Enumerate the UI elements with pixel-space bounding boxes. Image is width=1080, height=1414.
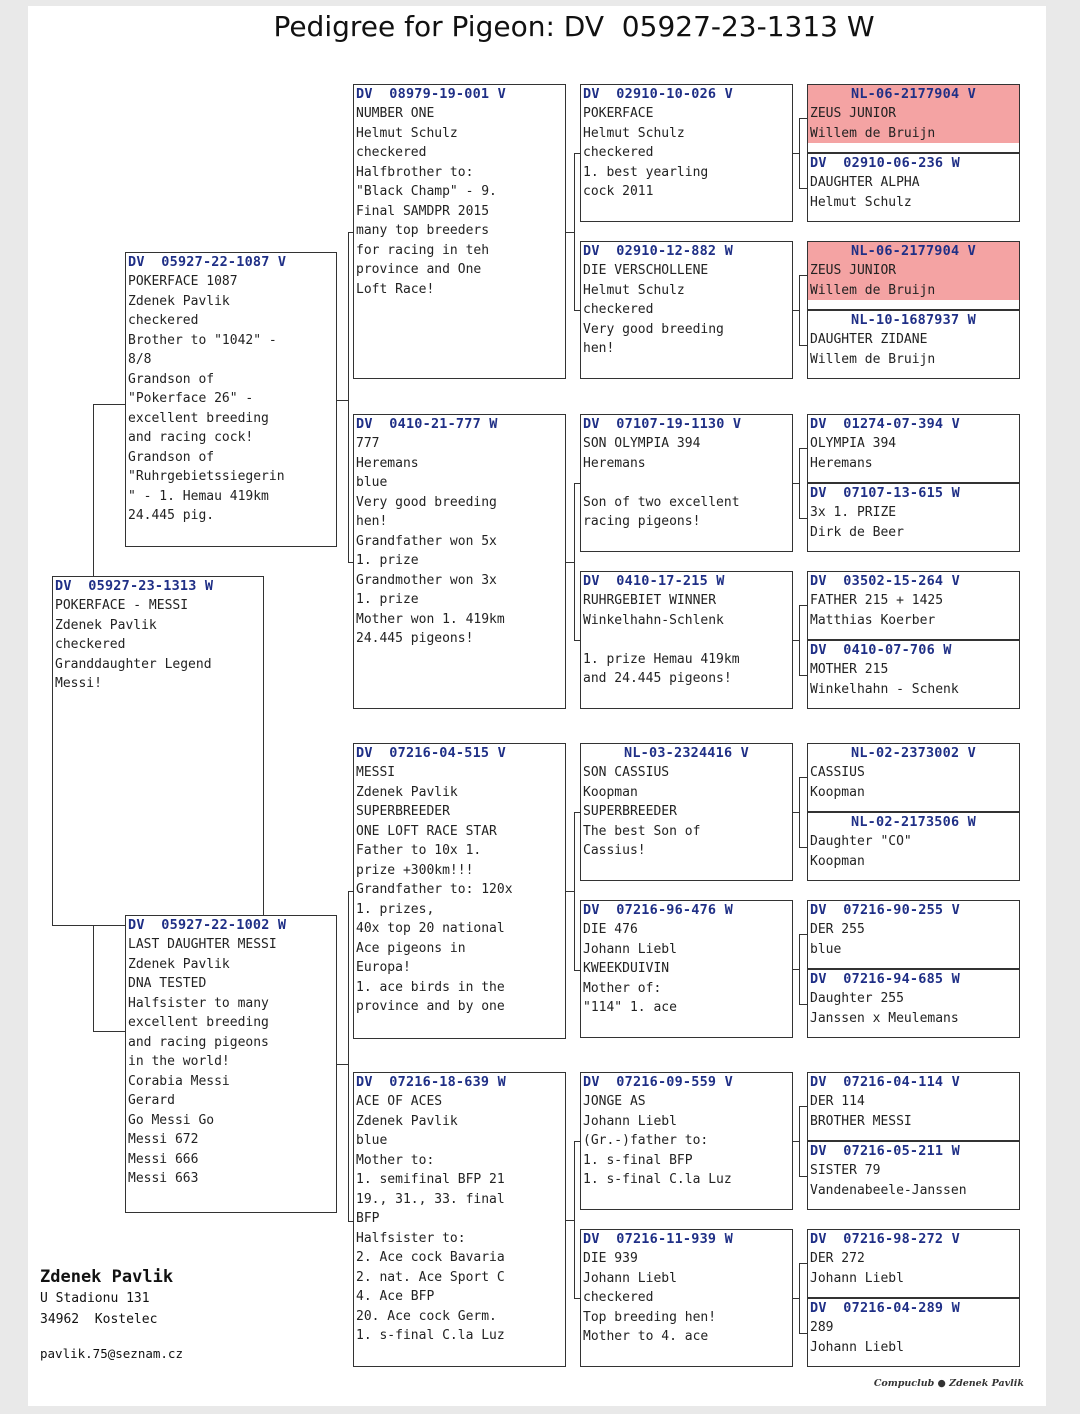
- connector-line: [348, 1221, 353, 1222]
- pigeon-note: 1. prize Hemau 419km: [583, 651, 740, 667]
- page-title: Pedigree for Pigeon: DV 05927-23-1313 W: [273, 10, 875, 43]
- pigeon-note: Messi 663: [128, 1171, 199, 1186]
- connector-line: [574, 310, 580, 311]
- pigeon-note: 40x top 20 national: [356, 921, 505, 936]
- pigeon-name: SON OLYMPIA 394: [583, 436, 701, 451]
- connector-line: [799, 1106, 800, 1176]
- pigeon-note: The best Son of: [583, 823, 701, 839]
- pigeon-note: 24.445 pigeons!: [356, 631, 474, 646]
- pigeon-card-p28: [807, 1141, 1020, 1210]
- pigeon-note: "Black Champ" - 9.: [356, 184, 497, 199]
- pigeon-note: Janssen x Meulemans: [810, 1010, 959, 1026]
- connector-line: [348, 562, 353, 563]
- pigeon-note: Cassius!: [583, 843, 646, 858]
- connector-line: [566, 232, 574, 233]
- pigeon-note: Final SAMDPR 2015: [356, 203, 490, 219]
- pigeon-name: RUHRGEBIET WINNER: [583, 593, 717, 608]
- connector-line: [799, 1263, 800, 1333]
- pigeon-name: DIE VERSCHOLLENE: [583, 263, 709, 278]
- pigeon-note: racing pigeons!: [583, 514, 701, 529]
- pigeon-note: blue: [356, 475, 388, 490]
- pigeon-note: Johann Liebl: [583, 1270, 677, 1286]
- pigeon-note: Johann Liebl: [583, 1113, 677, 1129]
- pigeon-card-p1: [125, 252, 337, 547]
- pigeon-card-p3: [353, 84, 566, 379]
- pigeon-note: 24.445 pig.: [128, 508, 215, 523]
- pigeon-note: blue: [810, 941, 842, 957]
- pigeon-note: hen!: [356, 514, 388, 529]
- pigeon-name: POKERFACE: [583, 106, 654, 121]
- pigeon-name: POKERFACE 1087: [128, 274, 238, 289]
- ring-number: DV 07216-04-289 W: [810, 1300, 960, 1316]
- connector-line: [799, 1106, 807, 1107]
- connector-line: [93, 926, 94, 1031]
- pigeon-note: checkered: [128, 313, 199, 328]
- ring-number: DV 07216-90-255 V: [810, 902, 960, 918]
- pigeon-note: blue: [356, 1133, 388, 1148]
- pigeon-card-p18: [807, 310, 1020, 379]
- pigeon-note: checkered: [583, 1290, 654, 1305]
- pigeon-note: 1. semifinal BFP 21: [356, 1172, 505, 1187]
- pigeon-note: Winkelhahn-Schlenk: [583, 612, 724, 628]
- pigeon-note: SUPERBREEDER: [356, 804, 450, 819]
- pigeon-note: Grandfather to: 120x: [356, 882, 513, 897]
- pigeon-note: for racing in teh: [356, 242, 490, 258]
- pigeon-card-p14: [580, 1229, 793, 1367]
- connector-line: [799, 605, 800, 675]
- pigeon-note: Heremans: [810, 455, 873, 471]
- connector-line: [348, 232, 353, 233]
- pigeon-note: Grandson of: [128, 371, 215, 387]
- ring-number: DV 0410-07-706 W: [810, 642, 952, 658]
- pigeon-note: excellent breeding: [128, 410, 269, 426]
- pigeon-name: DIE 476: [583, 922, 638, 937]
- pigeon-note: Messi 672: [128, 1132, 199, 1147]
- connector-line: [93, 1031, 125, 1032]
- ring-number: DV 07216-98-272 V: [810, 1231, 960, 1247]
- pigeon-note: checkered: [583, 302, 654, 317]
- pigeon-note: Willem de Bruijn: [808, 281, 1019, 301]
- pigeon-note: Zdenek Pavlik: [55, 617, 157, 633]
- connector-line: [799, 448, 807, 449]
- pigeon-note: Johann Liebl: [810, 1339, 904, 1355]
- pigeon-note: 19., 31., 33. final: [356, 1191, 505, 1207]
- pigeon-card-p4: [353, 414, 566, 709]
- connector-line: [799, 675, 807, 676]
- pigeon-note: Mother won 1. 419km: [356, 611, 505, 627]
- pigeon-card-p15: [807, 84, 1020, 153]
- ring-number: NL-06-2177904 V: [808, 85, 1019, 104]
- pigeon-card-p8: [580, 241, 793, 379]
- pigeon-note: ONE LOFT RACE STAR: [356, 823, 497, 839]
- pigeon-card-p7: [580, 84, 793, 222]
- pigeon-name: OLYMPIA 394: [810, 436, 897, 451]
- pigeon-note: Helmut Schulz: [583, 282, 685, 298]
- ring-number: DV 02910-06-236 W: [810, 155, 960, 171]
- pigeon-note: " - 1. Hemau 419km: [128, 488, 269, 504]
- connector-line: [566, 1220, 574, 1221]
- pigeon-name: LAST DAUGHTER MESSI: [128, 937, 277, 952]
- pigeon-note: Dirk de Beer: [810, 524, 904, 540]
- pigeon-note: province and One: [356, 262, 482, 277]
- pigeon-note: Matthias Koerber: [810, 612, 936, 628]
- pigeon-note: Zdenek Pavlik: [128, 293, 230, 309]
- pigeon-name: NUMBER ONE: [356, 106, 435, 121]
- ring-number: DV 0410-21-777 W: [356, 416, 498, 432]
- pigeon-note: 20. Ace cock Germ.: [356, 1308, 497, 1324]
- connector-line: [348, 891, 353, 892]
- ring-number: DV 07216-05-211 W: [810, 1143, 960, 1159]
- pigeon-note: Willem de Bruijn: [808, 124, 1019, 144]
- pigeon-note: "Ruhrgebietssiegerin: [128, 469, 285, 484]
- pigeon-card-p9: [580, 414, 793, 552]
- ring-number: DV 07107-13-615 W: [810, 485, 960, 501]
- pigeon-note: province and by one: [356, 999, 505, 1014]
- pigeon-note: Son of two excellent: [583, 494, 740, 510]
- ring-number: DV 07216-11-939 W: [583, 1231, 733, 1247]
- pigeon-name: ZEUS JUNIOR: [808, 104, 1019, 124]
- pigeon-note: Go Messi Go: [128, 1112, 215, 1128]
- pigeon-name: DIE 939: [583, 1251, 638, 1266]
- breeder-email[interactable]: pavlik.75@seznam.cz: [40, 1346, 183, 1361]
- pigeon-name: DAUGHTER ZIDANE: [810, 332, 928, 347]
- connector-line: [799, 1176, 807, 1177]
- connector-line: [93, 404, 125, 405]
- pigeon-note: Zdenek Pavlik: [356, 1113, 458, 1129]
- connector-line: [799, 1333, 807, 1334]
- pigeon-note: Helmut Schulz: [583, 125, 685, 141]
- pigeon-card-p10: [580, 571, 793, 709]
- pigeon-note: BROTHER MESSI: [810, 1113, 912, 1129]
- pigeon-note: "Pokerface 26" -: [128, 391, 254, 406]
- pigeon-card-p17: [807, 241, 1020, 310]
- pigeon-name: Daughter 255: [810, 991, 904, 1006]
- pigeon-note: 1. s-final C.la Luz: [356, 1328, 505, 1343]
- pigeon-card-p25: [807, 900, 1020, 969]
- connector-line: [574, 483, 580, 484]
- pigeon-note: Vandenabeele-Janssen: [810, 1182, 967, 1198]
- pigeon-note: Koopman: [810, 853, 865, 869]
- pigeon-name: DER 255: [810, 922, 865, 937]
- pigeon-note: prize +300km!!!: [356, 862, 474, 878]
- pigeon-note: Corabia Messi: [128, 1073, 230, 1089]
- pigeon-note: 2. nat. Ace Sport C: [356, 1269, 505, 1285]
- ring-number: NL-03-2324416 V: [624, 745, 749, 761]
- pigeon-note: 2. Ace cock Bavaria: [356, 1250, 505, 1265]
- pigeon-note: 1. prize: [356, 592, 419, 607]
- connector-line: [799, 605, 807, 606]
- pigeon-note: Top breeding hen!: [583, 1309, 717, 1325]
- connector-line: [799, 188, 807, 189]
- pigeon-note: [581, 630, 792, 650]
- connector-line: [799, 777, 807, 778]
- pigeon-note: Koopman: [810, 784, 865, 800]
- connector-line: [574, 483, 575, 640]
- ring-number: DV 07216-09-559 V: [583, 1074, 733, 1090]
- pigeon-note: Halfbrother to:: [356, 164, 474, 180]
- pigeon-name: SON CASSIUS: [583, 765, 670, 780]
- ring-number: DV 0410-17-215 W: [583, 573, 725, 589]
- pigeon-note: many top breeders: [356, 223, 490, 238]
- connector-line: [566, 562, 574, 563]
- pigeon-card-p20: [807, 483, 1020, 552]
- pigeon-note: Messi!: [55, 676, 102, 691]
- pigeon-note: Loft Race!: [356, 281, 435, 297]
- connector-line: [799, 934, 800, 1004]
- pigeon-note: Helmut Schulz: [356, 125, 458, 141]
- ring-number: DV 07216-94-685 W: [810, 971, 960, 987]
- pigeon-note: and racing pigeons: [128, 1034, 269, 1050]
- ring-number: DV 02910-12-882 W: [583, 243, 733, 259]
- pigeon-card-p27: [807, 1072, 1020, 1141]
- ring-number: DV 07216-18-639 W: [356, 1074, 506, 1090]
- pigeon-card-p12: [580, 900, 793, 1038]
- pigeon-card-p19: [807, 414, 1020, 483]
- connector-line: [574, 970, 580, 971]
- pigeon-card-p0: [52, 576, 264, 926]
- ring-number: DV 08979-19-001 V: [356, 86, 506, 102]
- pigeon-name: SISTER 79: [810, 1163, 881, 1178]
- ring-number: DV 05927-22-1002 W: [128, 917, 287, 933]
- connector-line: [574, 153, 575, 310]
- pigeon-note: Very good breeding: [356, 494, 497, 510]
- pigeon-name: 777: [356, 436, 380, 451]
- pigeon-note: Mother to 4. ace: [583, 1329, 709, 1344]
- connector-line: [799, 777, 800, 847]
- pigeon-note: Zdenek Pavlik: [356, 784, 458, 800]
- ring-number: NL-10-1687937 W: [851, 312, 976, 328]
- connector-line: [799, 275, 807, 276]
- pigeon-note: 1. best yearling: [583, 164, 709, 180]
- pigeon-name: CASSIUS: [810, 765, 865, 780]
- pigeon-note: Heremans: [356, 455, 419, 471]
- connector-line: [574, 1141, 580, 1142]
- connector-line: [799, 345, 807, 346]
- pigeon-name: POKERFACE - MESSI: [55, 598, 189, 613]
- connector-line: [799, 518, 807, 519]
- connector-line: [799, 934, 807, 935]
- connector-line: [566, 891, 574, 892]
- pigeon-name: ZEUS JUNIOR: [808, 261, 1019, 281]
- pigeon-note: KWEEKDUIVIN: [583, 961, 670, 976]
- pigeon-card-p26: [807, 969, 1020, 1038]
- pigeon-note: 1. s-final C.la Luz: [583, 1172, 732, 1187]
- pigeon-note: Granddaughter Legend: [55, 656, 212, 672]
- pigeon-name: JONGE AS: [583, 1094, 646, 1109]
- pigeon-note: in the world!: [128, 1054, 230, 1069]
- ring-number: DV 03502-15-264 V: [810, 573, 960, 589]
- connector-line: [348, 232, 349, 562]
- pigeon-note: Halfsister to many: [128, 995, 269, 1011]
- pigeon-note: Father to 10x 1.: [356, 843, 482, 858]
- connector-line: [799, 1004, 807, 1005]
- pigeon-note: Zdenek Pavlik: [128, 956, 230, 972]
- pigeon-note: 1. prize: [356, 553, 419, 568]
- pigeon-note: checkered: [356, 145, 427, 160]
- connector-line: [574, 640, 580, 641]
- pigeon-note: "114" 1. ace: [583, 1000, 677, 1015]
- pigeon-card-p22: [807, 640, 1020, 709]
- pigeon-note: Gerard: [128, 1093, 175, 1108]
- ring-number: DV 07216-04-114 V: [810, 1074, 960, 1090]
- pigeon-card-p21: [807, 571, 1020, 640]
- connector-line: [799, 847, 807, 848]
- breeder-name: Zdenek Pavlik: [40, 1267, 174, 1287]
- pigeon-card-p16: [807, 153, 1020, 222]
- pigeon-note: Grandmother won 3x: [356, 572, 497, 588]
- pigeon-note: Grandfather won 5x: [356, 533, 497, 549]
- ring-number: DV 07216-96-476 W: [583, 902, 733, 918]
- pigeon-card-p2: [125, 915, 337, 1213]
- ring-number: DV 07107-19-1130 V: [583, 416, 742, 432]
- pigeon-note: Ace pigeons in: [356, 940, 466, 956]
- pigeon-note: BFP: [356, 1211, 380, 1226]
- pigeon-note: Koopman: [583, 784, 638, 800]
- pigeon-note: 1. prizes,: [356, 901, 435, 917]
- pigeon-name: 3x 1. PRIZE: [810, 505, 897, 520]
- connector-line: [799, 118, 800, 188]
- ring-number: NL-02-2373002 V: [851, 745, 976, 761]
- pigeon-note: excellent breeding: [128, 1015, 269, 1030]
- connector-line: [799, 448, 800, 518]
- connector-line: [337, 400, 348, 401]
- pigeon-card-p5: [353, 743, 566, 1039]
- pigeon-note: [581, 473, 792, 493]
- pigeon-note: cock 2011: [583, 184, 654, 199]
- pigeon-name: MOTHER 215: [810, 662, 889, 677]
- pigeon-note: 1. ace birds in the: [356, 979, 505, 995]
- pigeon-name: ACE OF ACES: [356, 1094, 443, 1109]
- breeder-street: U Stadionu 131: [40, 1291, 150, 1306]
- pigeon-note: Johann Liebl: [810, 1270, 904, 1286]
- ring-number: DV 01274-07-394 V: [810, 416, 960, 432]
- ring-number: NL-02-2173506 W: [851, 814, 976, 830]
- ring-number: DV 02910-10-026 V: [583, 86, 733, 102]
- connector-line: [574, 812, 580, 813]
- connector-line: [337, 1064, 348, 1065]
- pigeon-note: Very good breeding: [583, 321, 724, 337]
- pigeon-card-p30: [807, 1298, 1020, 1367]
- pigeon-name: DER 272: [810, 1251, 865, 1266]
- connector-line: [348, 891, 349, 1221]
- pigeon-card-p24: [807, 812, 1020, 881]
- pigeon-card-p29: [807, 1229, 1020, 1298]
- ring-number: DV 07216-04-515 V: [356, 745, 506, 761]
- pigeon-card-p6: [353, 1072, 566, 1367]
- connector-line: [574, 1141, 575, 1298]
- connector-line: [799, 275, 800, 345]
- ring-number: DV 05927-22-1087 V: [128, 254, 287, 270]
- pigeon-card-p23: [807, 743, 1020, 812]
- connector-line: [799, 1263, 807, 1264]
- connector-line: [574, 153, 580, 154]
- breeder-info: [40, 1266, 183, 1364]
- connector-line: [574, 812, 575, 970]
- pigeon-name: MESSI: [356, 765, 396, 780]
- pigeon-note: SUPERBREEDER: [583, 804, 677, 819]
- pigeon-note: Messi 666: [128, 1151, 199, 1167]
- pigeon-note: Brother to "1042" -: [128, 332, 277, 348]
- pigeon-note: and racing cock!: [128, 430, 254, 445]
- connector-line: [93, 404, 94, 576]
- pigeon-name: 289: [810, 1320, 834, 1335]
- pigeon-note: Winkelhahn - Schenk: [810, 681, 959, 697]
- pigeon-note: Halfsister to:: [356, 1230, 466, 1246]
- pigeon-card-p13: [580, 1072, 793, 1210]
- pigeon-note: Johann Liebl: [583, 941, 677, 957]
- pigeon-note: hen!: [583, 341, 615, 356]
- pigeon-note: 8/8: [128, 352, 152, 367]
- pigeon-note: Helmut Schulz: [810, 194, 912, 210]
- pigeon-note: Mother to:: [356, 1152, 435, 1168]
- breeder-city: 34962 Kostelec: [40, 1312, 158, 1327]
- pigeon-note: Heremans: [583, 455, 646, 471]
- pigeon-name: DAUGHTER ALPHA: [810, 175, 920, 190]
- pigeon-note: Mother of:: [583, 980, 662, 996]
- pigeon-note: and 24.445 pigeons!: [583, 671, 732, 686]
- pigeon-note: Willem de Bruijn: [810, 351, 936, 367]
- ring-number: DV 05927-23-1313 W: [55, 578, 214, 594]
- ring-number: NL-06-2177904 V: [808, 242, 1019, 261]
- connector-line: [574, 1298, 580, 1299]
- connector-line: [799, 118, 807, 119]
- pigeon-name: Daughter "CO": [810, 834, 912, 849]
- pigeon-note: checkered: [55, 637, 126, 652]
- pigeon-card-p11: [580, 743, 793, 881]
- pigeon-name: DER 114: [810, 1094, 865, 1109]
- pigeon-note: Europa!: [356, 960, 411, 975]
- pigeon-note: Grandson of: [128, 449, 215, 465]
- pigeon-note: checkered: [583, 145, 654, 160]
- footer-credit: Compuclub ● Zdenek Pavlik: [873, 1378, 1024, 1389]
- pigeon-note: 4. Ace BFP: [356, 1289, 435, 1304]
- pigeon-note: 1. s-final BFP: [583, 1152, 693, 1168]
- pigeon-note: (Gr.-)father to:: [583, 1133, 709, 1148]
- pigeon-name: FATHER 215 + 1425: [810, 593, 944, 608]
- pigeon-note: DNA TESTED: [128, 976, 207, 991]
